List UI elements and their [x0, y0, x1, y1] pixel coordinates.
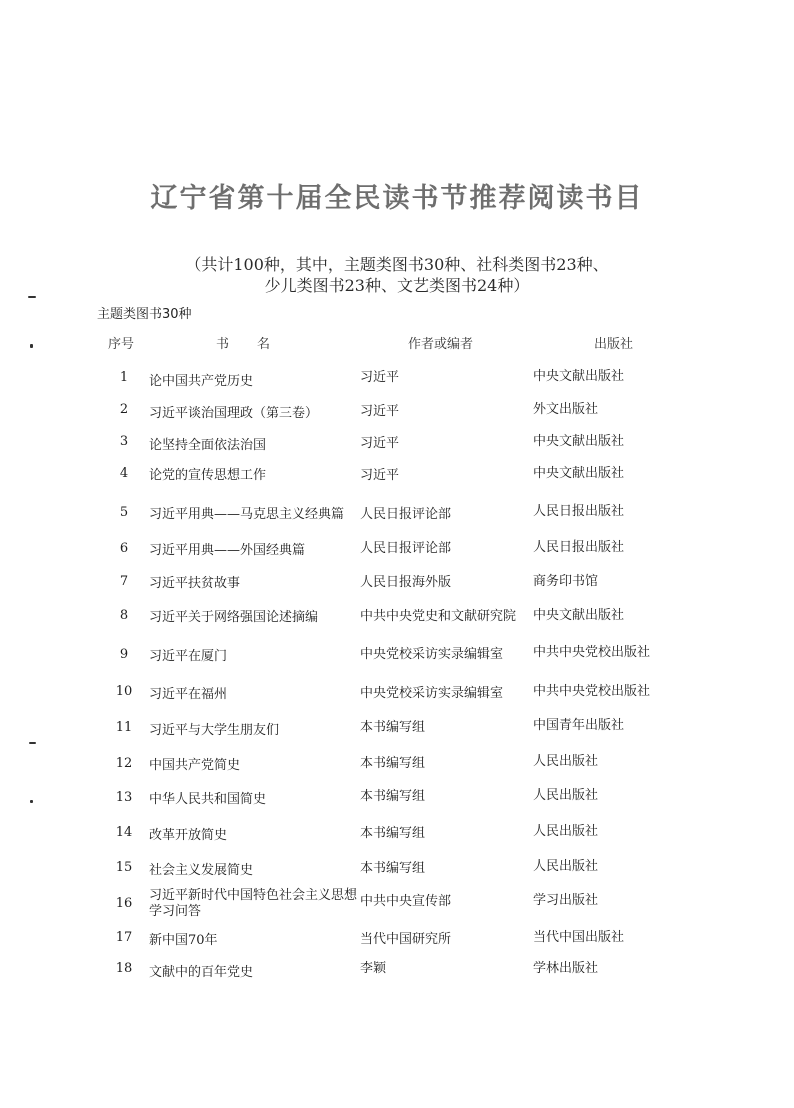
header-no: 序号	[108, 337, 135, 352]
row-publisher: 中共中央党校出版社	[533, 684, 651, 699]
row-name: 改革开放简史	[149, 828, 228, 843]
row-name: 习近平用典——马克思主义经典篇	[149, 507, 345, 522]
row-no: 3	[119, 434, 129, 449]
row-author: 人民日报评论部	[360, 507, 452, 522]
row-author: 李颖	[360, 961, 387, 976]
row-no: 6	[119, 541, 129, 556]
row-author: 中共中央党史和文献研究院	[360, 609, 517, 624]
row-no: 5	[119, 505, 129, 520]
table-row	[0, 574, 794, 594]
table-row	[0, 370, 794, 390]
row-author: 本书编写组	[360, 720, 426, 735]
row-author: 中共中央宣传部	[360, 894, 452, 909]
row-publisher: 中央文献出版社	[533, 434, 625, 449]
row-no: 4	[119, 466, 129, 481]
row-name: 习近平在厦门	[149, 649, 228, 664]
row-publisher: 中国青年出版社	[533, 718, 625, 733]
row-author: 本书编写组	[360, 789, 426, 804]
table-row	[0, 930, 794, 950]
row-publisher: 人民出版社	[533, 824, 599, 839]
row-no: 12	[115, 756, 133, 771]
row-author: 习近平	[360, 370, 400, 385]
row-name: 习近平用典——外国经典篇	[149, 543, 306, 558]
scan-speck	[30, 344, 33, 348]
row-no: 18	[115, 961, 133, 976]
table-row	[0, 608, 794, 628]
table-row	[0, 466, 794, 486]
row-publisher: 中央文献出版社	[533, 466, 625, 481]
row-publisher: 人民日报出版社	[533, 540, 625, 555]
row-no: 2	[119, 402, 129, 417]
header-name: 书名	[216, 337, 299, 352]
row-name: 习近平谈治国理政（第三卷）	[149, 406, 319, 421]
row-publisher: 人民出版社	[533, 859, 599, 874]
table-row	[0, 402, 794, 422]
row-name: 习近平在福州	[149, 687, 228, 702]
row-publisher: 外文出版社	[533, 402, 599, 417]
scan-speck	[28, 296, 36, 298]
table-row	[0, 961, 794, 981]
row-publisher: 人民日报出版社	[533, 504, 625, 519]
header-author: 作者或编者	[408, 337, 474, 352]
row-no: 16	[115, 896, 133, 911]
row-name: 中国共产党简史	[149, 758, 241, 773]
table-row	[0, 790, 794, 810]
row-publisher: 学林出版社	[533, 961, 599, 976]
row-author: 本书编写组	[360, 861, 426, 876]
row-publisher: 当代中国出版社	[533, 930, 625, 945]
subtitle-line-1: （共计100种，其中，主题类图书30种、社科类图书23种、	[185, 255, 609, 274]
row-no: 15	[115, 860, 133, 875]
row-author: 中央党校采访实录编辑室	[360, 686, 504, 701]
row-name: 文献中的百年党史	[149, 965, 254, 980]
scan-speck	[30, 800, 33, 803]
row-author: 本书编写组	[360, 756, 426, 771]
table-row	[0, 720, 794, 740]
row-no: 11	[115, 720, 133, 735]
row-no: 14	[115, 825, 133, 840]
page-title: 辽宁省第十届全民读书节推荐阅读书目	[150, 183, 644, 214]
row-name: 习近平新时代中国特色社会主义思想学习问答	[149, 888, 358, 919]
row-name: 论中国共产党历史	[149, 374, 254, 389]
row-no: 10	[115, 684, 133, 699]
row-publisher: 中央文献出版社	[533, 369, 625, 384]
row-author: 人民日报海外版	[360, 575, 452, 590]
section-label: 主题类图书30种	[97, 307, 192, 322]
table-row	[0, 541, 794, 561]
row-name: 新中国70年	[149, 933, 218, 948]
row-name: 论党的宣传思想工作	[149, 468, 267, 483]
scan-speck	[29, 742, 36, 744]
row-name: 中华人民共和国简史	[149, 792, 267, 807]
row-publisher: 商务印书馆	[533, 574, 599, 589]
row-author: 中央党校采访实录编辑室	[360, 647, 504, 662]
table-row	[0, 756, 794, 776]
row-author: 习近平	[360, 436, 400, 451]
row-publisher: 中共中央党校出版社	[533, 645, 651, 660]
row-no: 8	[119, 608, 129, 623]
row-no: 9	[119, 647, 129, 662]
row-name: 习近平关于网络强国论述摘编	[149, 610, 319, 625]
row-author: 习近平	[360, 404, 400, 419]
row-author: 习近平	[360, 468, 400, 483]
row-publisher: 人民出版社	[533, 788, 599, 803]
row-publisher: 人民出版社	[533, 754, 599, 769]
table-row	[0, 684, 794, 704]
row-author: 本书编写组	[360, 826, 426, 841]
header-publisher: 出版社	[594, 337, 634, 352]
table-row	[0, 825, 794, 845]
row-name: 社会主义发展简史	[149, 863, 254, 878]
row-no: 1	[119, 370, 129, 385]
table-row	[0, 505, 794, 525]
row-publisher: 学习出版社	[533, 893, 599, 908]
subtitle-line-2: 少儿类图书23种、文艺类图书24种）	[264, 276, 530, 295]
table-row	[0, 647, 794, 667]
row-name: 论坚持全面依法治国	[149, 438, 267, 453]
row-author: 当代中国研究所	[360, 932, 452, 947]
row-author: 人民日报评论部	[360, 541, 452, 556]
row-name: 习近平扶贫故事	[149, 576, 241, 591]
row-no: 7	[119, 574, 129, 589]
row-no: 13	[115, 790, 133, 805]
table-row	[0, 888, 794, 919]
row-no: 17	[115, 930, 133, 945]
table-row	[0, 860, 794, 880]
row-publisher: 中央文献出版社	[533, 608, 625, 623]
row-name: 习近平与大学生朋友们	[149, 723, 280, 738]
table-row	[0, 434, 794, 454]
